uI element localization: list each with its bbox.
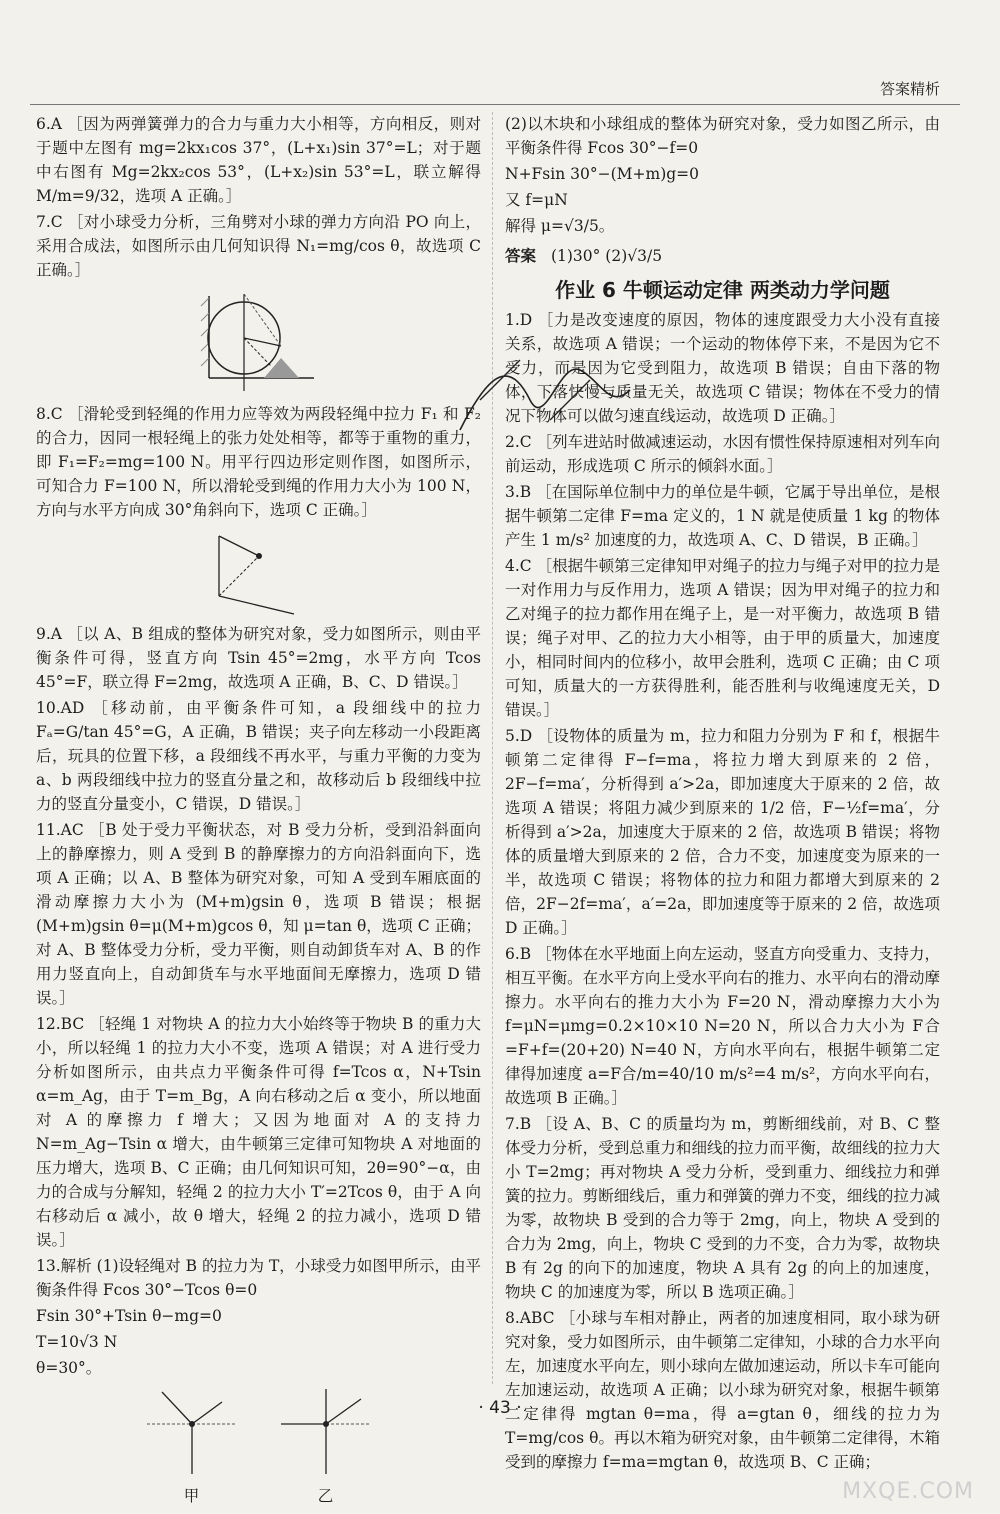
answer-q10: 10.AD ［移动前，由平衡条件可知，a 段细线中的拉力 Fₐ=G/tan 45°=G，A 正确，B 错误；夹子向左移动一小段距离后，玩具的位置下移，a 段细线不再水平，与重力平衡的力变为 a、b 两段细线中拉力的竖直分量之和，故移动后 b 段细线中拉力的竖直分量变小，C 错误，D 错误。］ [36,699,481,813]
answer-r8: 8.ABC ［小球与车相对静止，两者的加速度相同，取小球为研究对象，受力如图所示，由牛顿第二定律知，小球的合力水平向左，加速度水平向左，则小球向左做加速运动，所以卡车可能向左加速运动，故选项 A 正确；以小球为研究对象，根据牛顿第二定律得 mgtan θ=ma，得 a=gtan θ，细线的拉力为 T=mg/cos θ。再以木箱为研究对象，由牛顿第二定律得，木箱受到的摩擦力 f=ma=mgtan θ，故选项 B、C 正确； [505,1309,940,1471]
right-column [505,112,940,1476]
answer-q11: 11.AC ［B 处于受力平衡状态，对 B 受力分析，受到沿斜面向上的静摩擦力，则 A 受到 B 的静摩擦力的方向沿斜面向下，选项 A 正确；以 A、B 整体为研究对象，可知 A 受到车厢底面的滑动摩擦力大小为 (M+m)gsin θ，选项 B 错误；根据 (M+m)gsin θ=μ(M+m)gcos θ，知 μ=tan θ，选项 C 正确；对 A、B 整体受力分析，受力平衡，则自动卸货车对 A、B 的作用力竖直向上，自动卸货车与水平地面间无摩擦力，选项 D 错误。］ [36,821,481,1007]
left-column [36,112,481,1514]
answer-q13-part2-eq2: 又 f=μN [505,191,568,209]
answer-r2: 2.C ［列车进站时做减速运动，水因有惯性保持原速相对列车向前运动，形成选项 C 所示的倾斜水面。］ [505,433,940,475]
answer-q13-part2: (2)以木块和小球组成的整体为研究对象，受力如图乙所示，由平衡条件得 Fcos 30°−f=0 [505,115,940,157]
answer-q6: 6.A ［因为两弹簧弹力的合力与重力大小相等，方向相反，则对于题中左图有 mg=2kx₁cos 37°，(L+x₁)sin 37°=L；对于题中右图有 Mg=2kx₂cos 53°，(L+x₂)sin 53°=L，联立解得 M/m=9/32，选项 A 正确。］ [36,115,481,205]
answer-label: 答案 [505,247,537,265]
answer-q13-eq3: θ=30°。 [36,1359,102,1377]
answer-q8: 8.C ［滑轮受到轻绳的作用力应等效为两段轻绳中拉力 F₁ 和 F₂ 的合力，因同一根轻绳上的张力处处相等，都等于重物的重力，即 F₁=F₂=mg=100 N。用平行四边形定则作图，如图所示，可知合力 F=100 N，所以滑轮受到绳的作用力大小为 100 N，方向与水平方向成 30°角斜向下，选项 C 正确。］ [36,405,481,519]
header-rule [30,104,960,105]
answer-q12: 12.BC ［轻绳 1 对物块 A 的拉力大小始终等于物块 B 的重力大小，所以轻绳 1 的拉力大小不变，选项 A 错误；对 A 进行受力分析如图所示，由共点力平衡条件可得 f=Tcos α，N+Tsin α=m_Ag，由于 T=m_Bg，A 向右移动之后 α 变小，所以地面对 A 的摩擦力 f 增大；又因为地面对 A 的支持力 N=m_Ag−Tsin α 增大，由牛顿第三定律可知物块 A 对地面的压力增大，选项 B、C 正确；由几何知识可知，2θ=90°−α，由力的合成与分解知，轻绳 2 的拉力大小 T′=2Tcos θ，由于 A 向右移动后 α 减小，故 θ 增大，轻绳 2 的拉力减小，选项 D 错误。］ [36,1015,481,1249]
answer-r4: 4.C ［根据牛顿第三定律知甲对绳子的拉力与绳子对甲的拉力是一对作用力与反作用力，选项 A 错误；因为甲对绳子的拉力和乙对绳子的拉力都作用在绳子上，是一对平衡力，故选项 B 错误；绳子对甲、乙的拉力大小相等，由于甲的质量大，加速度小，相同时间内的位移小，故甲会胜利，选项 C 正确；由 C 项可知，质量大的一方获得胜利，能否胜利与收绳速度无关，D 错误。］ [505,557,940,719]
figure-q7 [36,286,481,396]
section-title: 作业 6 牛顿运动定律 两类动力学问题 [555,278,890,302]
page-header: 答案精析 [879,80,940,98]
watermark: MXQE.COM [842,1479,974,1504]
answer-summary [505,244,940,268]
column-divider [492,112,493,1384]
answer-r6: 6.B ［物体在水平地面上向左运动，竖直方向受重力、支持力，相互平衡。在水平方向上受水平向右的推力、水平向右的滑动摩擦力。水平向右的推力大小为 F=20 N，滑动摩擦力大小为 f=μN=μmg=0.2×10×10 N=20 N，所以合力大小为 F合=F+f=(20+20) N=40 N，方向水平向右，根据牛顿第二定律得加速度 a=F合/m=40/10 m/s²=4 m/s²，方向水平向右，故选项 B 正确。］ [505,945,940,1107]
handwritten-scribble [450,340,640,450]
figure-q8 [36,526,481,616]
pulley-force-diagram [199,526,319,616]
answer-text: (1)30° (2)√3/5 [550,247,663,265]
answer-q13-intro: 13.解析 (1)设轻绳对 B 的拉力为 T，小球受力如图甲所示，由平衡条件得 Fcos 30°−Tcos θ=0 [36,1257,481,1299]
answer-q13-eq2: T=10√3 N [36,1333,118,1351]
answer-q13-part2-eq1: N+Fsin 30°−(M+m)g=0 [505,165,700,183]
answer-r7: 7.B ［设 A、B、C 的质量均为 m，剪断细线前，对 B、C 整体受力分析，受到总重力和细线的拉力而平衡，故细线的拉力大小 T=2mg；再对物块 A 受力分析，受到重力、细线拉力和弹簧的拉力。剪断细线后，重力和弹簧的弹力不变，细线的拉力减为零，故物块 B 受到的合力等于 2mg，向上，物块 A 受到的合力为 2mg，向上，物块 C 受到的力不变，合力为零，故物块 B 有 2g 的向下的加速度，物块 A 具有 2g 的向上的加速度，物块 C 的加速度为零，所以 B 选项正确。］ [505,1115,940,1301]
answer-r5: 5.D ［设物体的质量为 m，拉力和阻力分别为 F 和 f，根据牛顿第二定律得 F−f=ma，将拉力增大到原来的 2 倍，2F−f=ma′，分析得到 a′>2a，即加速度大于原来的 2 倍，故选项 A 错误；将阻力减少到原来的 1/2 倍，F−½f=ma′，分析得到 a′>2a，加速度大于原来的 2 倍，故选项 B 错误；将物体的质量增大到原来的 2 倍，合力不变，加速度变为原来的一半，故选项 C 错误；将物体的拉力和阻力都增大到原来的 2 倍，2F−2f=ma′，a′=2a，即加速度等于原来的 2 倍，故选项 D 正确。］ [505,727,940,937]
answer-q13-eq1: Fsin 30°+Tsin θ−mg=0 [36,1307,222,1325]
answer-q13-part2-eq3: 解得 μ=√3/5。 [505,217,615,235]
figure-yi-label: 乙 [317,1487,334,1505]
answer-r1: 1.D ［力是改变速度的原因，物体的速度跟受力大小没有直接关系，故选项 A 错误；一个运动的物体停下来，不是因为它不受力，而是因为它受到阻力，故选项 B 错误；自由下落的物体，下落快慢与质量无关，故选项 C 错误；物体在不受力的情况下物体可以做匀速直线运动，故选项 D 正确。］ [505,311,940,425]
figure-jia-label: 甲 [183,1487,200,1505]
answer-r3: 3.B ［在国际单位制中力的单位是牛顿，它属于导出单位，是根据牛顿第二定律 F=ma 定义的，1 N 就是使质量 1 kg 的物体产生 1 m/s² 加速度的力，故选项 A、C、D 错误，B 正确。］ [505,483,940,549]
answer-q7: 7.C ［对小球受力分析，三角劈对小球的弹力方向沿 PO 向上，采用合成法，如图所示由几何知识得 N₁=mg/cos θ，故选项 C 正确。］ [36,213,481,279]
page-number: · 43 · [478,1398,522,1418]
answer-q9: 9.A ［以 A、B 组成的整体为研究对象，受力如图所示，则由平衡条件可得，竖直方向 Tsin 45°=2mg，水平方向 Tcos 45°=F，联立得 F=2mg，故选项 A 正确，B、C、D 错误。］ [36,625,481,691]
circle-wedge-diagram [189,286,329,396]
